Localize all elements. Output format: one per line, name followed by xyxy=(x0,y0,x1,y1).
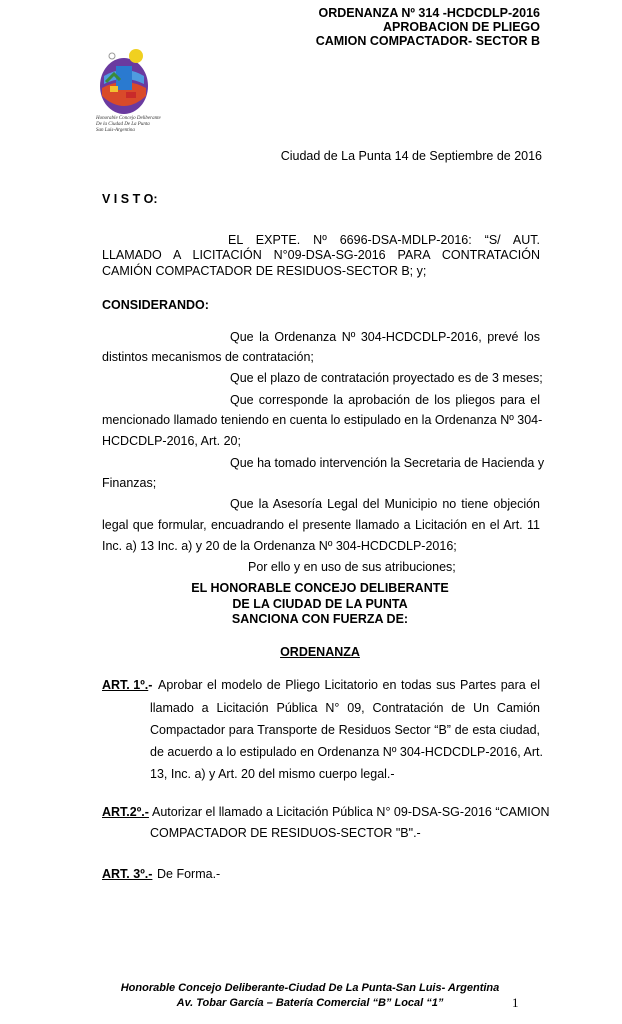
considerando-line: Que la Asesoría Legal del Municipio no tiene objeción xyxy=(230,497,540,511)
art2-line: COMPACTADOR DE RESIDUOS-SECTOR "B".- xyxy=(150,826,421,840)
visto-text-line: EL EXPTE. Nº 6696-DSA-MDLP-2016: “S/ AUT. xyxy=(228,233,540,247)
considerando-line: Que la Ordenanza Nº 304-HCDCDLP-2016, prevé los xyxy=(230,330,540,344)
council-line: SANCIONA CON FUERZA DE: xyxy=(231,612,409,626)
footer-line: Av. Tobar García – Batería Comercial “B” Local “1” xyxy=(176,997,444,1009)
visto-heading: V I S T O: xyxy=(102,192,158,206)
art1-label: ART. 1º. xyxy=(102,678,149,692)
art1-line: llamado a Licitación Pública N° 09, Contratación de Un Camión xyxy=(150,701,540,715)
art2-line: Autorizar el llamado a Licitación Pública N° 09-DSA-SG-2016 “CAMION xyxy=(152,805,550,819)
art2-label: ART.2º.- xyxy=(102,805,149,819)
art1-line: Compactador para Transporte de Residuos Sector “B” de esta ciudad, xyxy=(150,723,540,737)
considerando-line: Inc. a) 13 Inc. a) y 20 de la Ordenanza Nº 304-HCDCDLP-2016; xyxy=(102,539,457,553)
considerando-line: Finanzas; xyxy=(102,476,157,490)
ordinance-number: ORDENANZA Nº 314 -HCDCDLP-2016 xyxy=(318,6,540,20)
art3-label: ART. 3º.- xyxy=(102,867,153,881)
considerando-line: Por ello y en uso de sus atribuciones; xyxy=(248,560,456,574)
considerando-line: Que el plazo de contratación proyectado es de 3 meses; xyxy=(230,371,543,385)
art1-label-suffix: - xyxy=(148,678,153,692)
considerando-line: legal que formular, encuadrando el presente llamado a Licitación en el Art. 11 xyxy=(102,518,540,532)
header-subject-detail: CAMION COMPACTADOR- SECTOR B xyxy=(315,34,540,48)
considerando-line: HCDCDLP-2016, Art. 20; xyxy=(102,434,241,448)
art1-line: Aprobar el modelo de Pliego Licitatorio en todas sus Partes para el xyxy=(158,678,540,692)
page-number: 1 xyxy=(512,995,519,1010)
logo-caption xyxy=(96,116,166,134)
considerando-heading: CONSIDERANDO: xyxy=(102,298,209,312)
art1-line: 13, Inc. a) y Art. 20 del mismo cuerpo legal.- xyxy=(150,767,395,781)
considerando-line: mencionado llamado teniendo en cuenta lo estipulado en la Ordenanza Nº 304- xyxy=(102,413,543,427)
council-line: DE LA CIUDAD DE LA PUNTA xyxy=(232,597,408,611)
ordenanza-title: ORDENANZA xyxy=(280,645,360,659)
logo-caption-line: De la Ciudad De La Punta xyxy=(96,122,150,127)
art1-line: de acuerdo a lo estipulado en Ordenanza Nº 304-HCDCDLP-2016, Art. xyxy=(150,745,543,759)
council-line: EL HONORABLE CONCEJO DELIBERANTE xyxy=(191,581,449,595)
logo-caption-line: San Luis-Argentina xyxy=(96,128,135,133)
considerando-line: Que ha tomado intervención la Secretaria de Hacienda y xyxy=(230,456,545,470)
considerando-line: Que corresponde la aprobación de los pliegos para el xyxy=(230,393,540,407)
art3-text: De Forma.- xyxy=(157,867,221,881)
considerando-line: distintos mecanismos de contratación; xyxy=(102,350,314,364)
document-date: Ciudad de La Punta 14 de Septiembre de 2016 xyxy=(280,149,542,163)
header-subject: APROBACION DE PLIEGO xyxy=(383,20,540,34)
visto-text-line: CAMIÓN COMPACTADOR DE RESIDUOS-SECTOR B; y; xyxy=(102,264,427,278)
art1-label-wrap xyxy=(102,678,152,692)
footer-line: Honorable Concejo Deliberante-Ciudad De La Punta-San Luis- Argentina xyxy=(120,982,500,994)
visto-text-line: LLAMADO A LICITACIÓN N°09-DSA-SG-2016 PARA CONTRATACIÓN xyxy=(102,248,540,262)
logo-caption-line: Honorable Concejo Deliberante xyxy=(96,116,161,121)
